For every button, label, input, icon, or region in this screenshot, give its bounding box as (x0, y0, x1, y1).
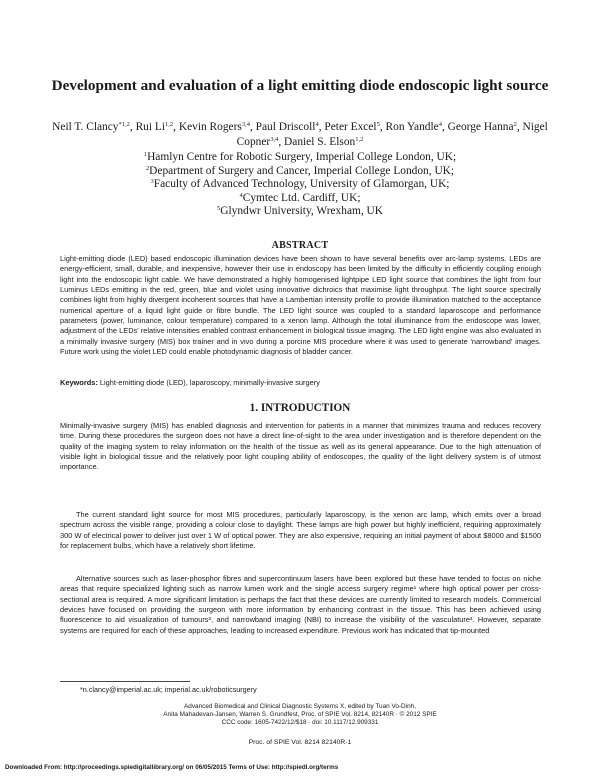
affiliation: $^1$Hamlyn Centre for Robotic Surgery, Imperial College London, UK; (143, 151, 457, 163)
body-paragraph: Alternative sources such as laser-phosphor fibres and supercontinuum lasers have been explored but these have tended to focus on niche areas that require specialized lighting such as narrow lumen work and the single access surgery regime¹ where high optical power per cross-sectional area is required. A more significant limitation is perhaps the fact that these devices are currently limited to research models. Commercial devices have focused on providing the surgeon with more information by enhancing contrast in the tissue. This has been achieved using fluorescence to aid visualization of tumours², and narrowband imaging (NBI) to increase the visibility of the vasculature³. However, separate systems are required for each of these approaches, leading to increased expenditure. Previous work has indicated that tip-mounted (60, 574, 541, 635)
author-name: Neil T. Clancy (52, 121, 119, 133)
author-affiliation-mark: 4 (315, 121, 319, 128)
author-affiliation-mark: 3,4 (241, 121, 250, 128)
citation-line: Anita Mahadevan-Jansen, Warren S. Grundfest, Proc. of SPIE Vol. 8214, 82140R · © 2012 SPIE (163, 711, 437, 719)
affiliation: $^2$Department of Surgery and Cancer, Imperial College London, UK; (145, 164, 455, 177)
author-name: Kevin Rogers (178, 121, 242, 133)
body-paragraph: The current standard light source for most MIS procedures, particularly laparoscopy, is the xenon arc lamp, which emits over a broad spectrum across the visible range, providing a colour close to daylight. These lamps are high power but highly inefficient, requiring approximately 300 W of electrical power to deliver just over 1 W of optical power. They are also expensive, requiring an initial payment of about $8000 and $1500 for replacement bulbs, which have a relatively short lifetime. (60, 510, 541, 551)
corresponding-author-footnote: *n.clancy@imperial.ac.uk; imperial.ac.uk/roboticsurgery (80, 685, 257, 694)
author-name: George Hanna (447, 121, 514, 133)
citation-block (0, 703, 600, 728)
keywords-text: Light-emitting diode (LED), laparoscopy, minimally-invasive surgery (99, 378, 320, 387)
author-affiliation-mark: 2 (513, 121, 517, 128)
affiliation: $^3$Faculty of Advanced Technology, University of Glamorgan, UK; (150, 178, 450, 191)
author-name: Nigel Copner (236, 121, 548, 148)
affiliation: $^5$Glyndwr University, Wrexham, UK (216, 205, 384, 218)
body-paragraph: Minimally-invasive surgery (MIS) has enabled diagnosis and intervention for patients in a manner that minimizes trauma and reduces recovery time. During these procedures the surgeon does not have a direct line-of-sight to the area under investigation and is therefore dependent on the quality of the imaging system to relay information on the health of the tissue as well as its general appearance. Due to the high attenuation of visible light in biological tissue and the relatively poor light coupling ability of endoscopes, the quality of the light delivery system is of utmost importance. (60, 421, 541, 472)
author-affiliation-mark: *1,2 (118, 121, 130, 128)
keywords-line (60, 378, 541, 387)
author-name: Ron Yandle (385, 121, 439, 133)
paper-title: Development and evaluation of a light emitting diode endoscopic light source (51, 77, 549, 94)
author-name: Peter Excel (324, 121, 377, 133)
affiliation-list (40, 151, 560, 219)
author-list: Neil T. Clancy$^{*1,2}$, Rui Li$^{1,2}$, Kevin Rogers$^{3,4}$, Paul Driscoll$^4$, Peter Excel$^5$, Ron Yandle$^4$, George Hanna$^2$, Nigel Copner$^{3,4}$, Daniel S. Elson$^{1,2}$ (52, 121, 548, 148)
author-name: Paul Driscoll (255, 121, 316, 133)
affiliation: $^4$Cymtec Ltd. Cardiff, UK; (239, 191, 361, 204)
section-heading-introduction: 1. INTRODUCTION (249, 402, 351, 414)
download-notice[interactable]: Downloaded From: http://proceedings.spiedigitallibrary.org/ on 06/05/2015 Terms of Use: http://spiedl.org/terms (5, 764, 339, 771)
keywords-label: Keywords: (60, 378, 98, 387)
citation-line: Advanced Biomedical and Clinical Diagnostic Systems X, edited by Tuan Vo-Dinh, (184, 703, 416, 710)
author-affiliation-mark: 1,2 (165, 121, 174, 128)
footnote-divider (60, 681, 190, 682)
author-name: Rui Li (135, 121, 166, 133)
author-name: Daniel S. Elson (284, 135, 356, 148)
author-affiliation-mark: 5 (376, 121, 380, 128)
author-affiliation-mark: 4 (438, 121, 442, 128)
abstract-text: Light-emitting diode (LED) based endoscopic illumination devices have been shown to have several benefits over arc-lamp systems. LEDs are energy-efficient, small, durable, and inexpensive, however their use in endoscopy has been limited by the difficulty in efficiently coupling enough light into the endoscopic light cable. We have demonstrated a highly homogenised lightpipe LED light source that combines the light from four Luminus LEDs emitting in the red, green, blue and violet using innovative dichroics that maximise light throughput. The light source spectrally combines light from highly divergent incoherent sources that have a Lambertian intensity profile to provide illumination matched to the acceptance numerical aperture of a liquid light guide or fibre bundle. The LED light source was coupled to a standard laparoscope and performance parameters (power, luminance, colour temperature) compared to a xenon lamp. Although the total illuminance from the endoscope was lower, adjustment of the LEDs' relative intensities enabled contrast enhancement in biological tissue imaging. The LED light engine was also evaluated in a minimally invasive surgery (MIS) box trainer and in vivo during a porcine MIS procedure where it was used to generate 'narrowband' images. Future work using the violet LED could enable photodynamic diagnosis of bladder cancer. (60, 254, 541, 357)
author-affiliation-mark: 3,4 (270, 135, 279, 143)
page-number: Proc. of SPIE Vol. 8214 82140R-1 (248, 739, 352, 746)
abstract-heading: ABSTRACT (271, 240, 329, 251)
citation-line: CCC code: 1605-7422/12/$18 · doi: 10.1117/12.909331 (221, 719, 379, 727)
author-affiliation-mark: 1,2 (355, 135, 364, 143)
